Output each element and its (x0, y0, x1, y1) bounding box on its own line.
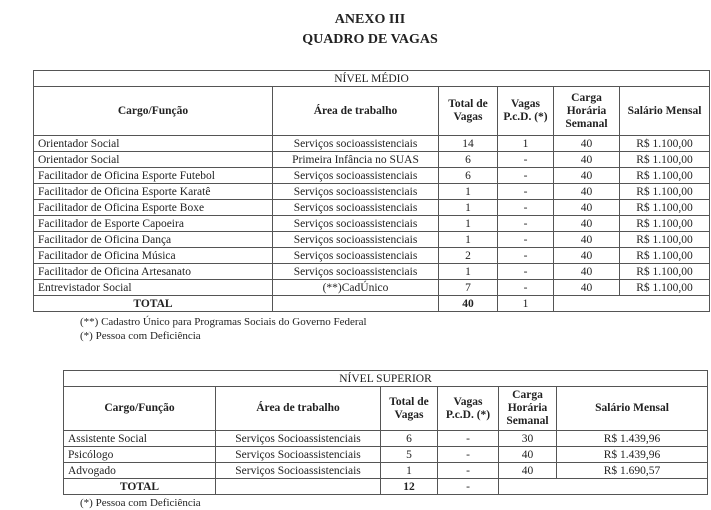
header-total: Total de Vagas (439, 87, 498, 136)
nivel-superior-table (63, 370, 708, 495)
cell-total-vagas: 1 (439, 184, 498, 200)
cell-salario: R$ 1.100,00 (620, 216, 710, 232)
cell-carga-horaria: 40 (554, 280, 620, 296)
annex-subtitle: QUADRO DE VAGAS (302, 32, 438, 47)
cell-vagas-pcd: - (498, 152, 554, 168)
cell-vagas-pcd: - (438, 463, 499, 479)
table-row (64, 431, 708, 447)
cell-salario: R$ 1.100,00 (620, 200, 710, 216)
cell-carga-horaria: 40 (554, 136, 620, 152)
cell-cargo: Assistente Social (64, 431, 216, 447)
cell-cargo: Facilitador de Oficina Esporte Karatê (34, 184, 273, 200)
cell-vagas-pcd: - (498, 200, 554, 216)
cell-cargo: Orientador Social (34, 136, 273, 152)
cell-total-vagas: 1 (439, 232, 498, 248)
cell-total-vagas: 14 (439, 136, 498, 152)
table-band-title: NÍVEL SUPERIOR (64, 371, 708, 387)
table-row (34, 216, 710, 232)
header-pcd: Vagas P.c.D. (*) (438, 387, 499, 431)
cell-vagas-pcd: - (498, 248, 554, 264)
header-area: Área de trabalho (273, 87, 439, 136)
header-salario: Salário Mensal (620, 87, 710, 136)
table-band-title: NÍVEL MÉDIO (34, 71, 710, 87)
footnote-pcd: (*) Pessoa com Deficiência (80, 497, 201, 509)
cell-vagas-pcd: - (498, 264, 554, 280)
cell-carga-horaria: 40 (554, 232, 620, 248)
header-area: Área de trabalho (216, 387, 381, 431)
header-total: Total de Vagas (381, 387, 438, 431)
cell-salario: R$ 1.100,00 (620, 264, 710, 280)
table-row (34, 200, 710, 216)
cell-area: Serviços Socioassistenciais (216, 463, 381, 479)
cell-area: Serviços socioassistenciais (273, 136, 439, 152)
table-row (34, 152, 710, 168)
total-empty (554, 296, 710, 312)
nivel-medio-table (33, 70, 710, 312)
total-pcd: 1 (498, 296, 554, 312)
cell-cargo: Facilitador de Oficina Música (34, 248, 273, 264)
cell-vagas-pcd: - (498, 280, 554, 296)
cell-carga-horaria: 40 (554, 248, 620, 264)
cell-carga-horaria: 40 (554, 152, 620, 168)
footnote-pcd: (*) Pessoa com Deficiência (80, 330, 201, 342)
cell-vagas-pcd: - (438, 447, 499, 463)
total-empty (499, 479, 708, 495)
cell-area: Serviços socioassistenciais (273, 264, 439, 280)
total-label: TOTAL (64, 479, 216, 495)
cell-area: Serviços socioassistenciais (273, 232, 439, 248)
cell-salario: R$ 1.690,57 (557, 463, 708, 479)
cell-carga-horaria: 40 (499, 447, 557, 463)
cell-cargo: Entrevistador Social (34, 280, 273, 296)
cell-cargo: Facilitador de Oficina Esporte Boxe (34, 200, 273, 216)
cell-cargo: Facilitador de Oficina Esporte Futebol (34, 168, 273, 184)
cell-salario: R$ 1.439,96 (557, 447, 708, 463)
table-row (34, 168, 710, 184)
cell-total-vagas: 5 (381, 447, 438, 463)
cell-cargo: Facilitador de Oficina Dança (34, 232, 273, 248)
cell-total-vagas: 1 (439, 216, 498, 232)
cell-cargo: Facilitador de Esporte Capoeira (34, 216, 273, 232)
cell-vagas-pcd: - (498, 216, 554, 232)
cell-area: Serviços Socioassistenciais (216, 447, 381, 463)
cell-vagas-pcd: - (498, 232, 554, 248)
total-label: TOTAL (34, 296, 273, 312)
cell-vagas-pcd: - (438, 431, 499, 447)
cell-total-vagas: 6 (439, 168, 498, 184)
total-empty (216, 479, 381, 495)
cell-total-vagas: 7 (439, 280, 498, 296)
total-empty (273, 296, 439, 312)
cell-area: Serviços socioassistenciais (273, 216, 439, 232)
total-pcd: - (438, 479, 499, 495)
cell-cargo: Advogado (64, 463, 216, 479)
cell-area: Serviços Socioassistenciais (216, 431, 381, 447)
table-row (34, 232, 710, 248)
header-cargo: Cargo/Função (64, 387, 216, 431)
cell-carga-horaria: 40 (554, 184, 620, 200)
cell-area: Serviços socioassistenciais (273, 184, 439, 200)
table-row (34, 248, 710, 264)
cell-vagas-pcd: - (498, 184, 554, 200)
table-row (34, 136, 710, 152)
cell-salario: R$ 1.100,00 (620, 248, 710, 264)
cell-salario: R$ 1.100,00 (620, 232, 710, 248)
footnote-cadunico: (**) Cadastro Único para Programas Sociais do Governo Federal (80, 316, 367, 328)
cell-salario: R$ 1.100,00 (620, 168, 710, 184)
cell-carga-horaria: 40 (554, 264, 620, 280)
cell-salario: R$ 1.100,00 (620, 280, 710, 296)
table-row (34, 184, 710, 200)
table-row (34, 280, 710, 296)
cell-vagas-pcd: 1 (498, 136, 554, 152)
cell-salario: R$ 1.100,00 (620, 152, 710, 168)
total-vagas: 40 (439, 296, 498, 312)
cell-carga-horaria: 40 (499, 463, 557, 479)
cell-carga-horaria: 40 (554, 168, 620, 184)
cell-salario: R$ 1.100,00 (620, 184, 710, 200)
cell-cargo: Psicólogo (64, 447, 216, 463)
cell-total-vagas: 6 (381, 431, 438, 447)
cell-area: Serviços socioassistenciais (273, 168, 439, 184)
cell-carga-horaria: 30 (499, 431, 557, 447)
table-row (64, 463, 708, 479)
cell-carga-horaria: 40 (554, 216, 620, 232)
annex-title: ANEXO III (334, 12, 406, 27)
cell-cargo: Orientador Social (34, 152, 273, 168)
total-vagas: 12 (381, 479, 438, 495)
cell-area: (**)CadÚnico (273, 280, 439, 296)
cell-vagas-pcd: - (498, 168, 554, 184)
cell-total-vagas: 6 (439, 152, 498, 168)
header-pcd: Vagas P.c.D. (*) (498, 87, 554, 136)
cell-cargo: Facilitador de Oficina Artesanato (34, 264, 273, 280)
header-cargo: Cargo/Função (34, 87, 273, 136)
cell-area: Primeira Infância no SUAS (273, 152, 439, 168)
cell-area: Serviços socioassistenciais (273, 248, 439, 264)
table-row (34, 264, 710, 280)
cell-salario: R$ 1.439,96 (557, 431, 708, 447)
cell-total-vagas: 1 (381, 463, 438, 479)
header-salario: Salário Mensal (557, 387, 708, 431)
cell-salario: R$ 1.100,00 (620, 136, 710, 152)
cell-area: Serviços socioassistenciais (273, 200, 439, 216)
cell-total-vagas: 1 (439, 200, 498, 216)
cell-total-vagas: 2 (439, 248, 498, 264)
header-carga: Carga Horária Semanal (499, 387, 557, 431)
header-carga: Carga Horária Semanal (554, 87, 620, 136)
cell-total-vagas: 1 (439, 264, 498, 280)
table-row (64, 447, 708, 463)
cell-carga-horaria: 40 (554, 200, 620, 216)
